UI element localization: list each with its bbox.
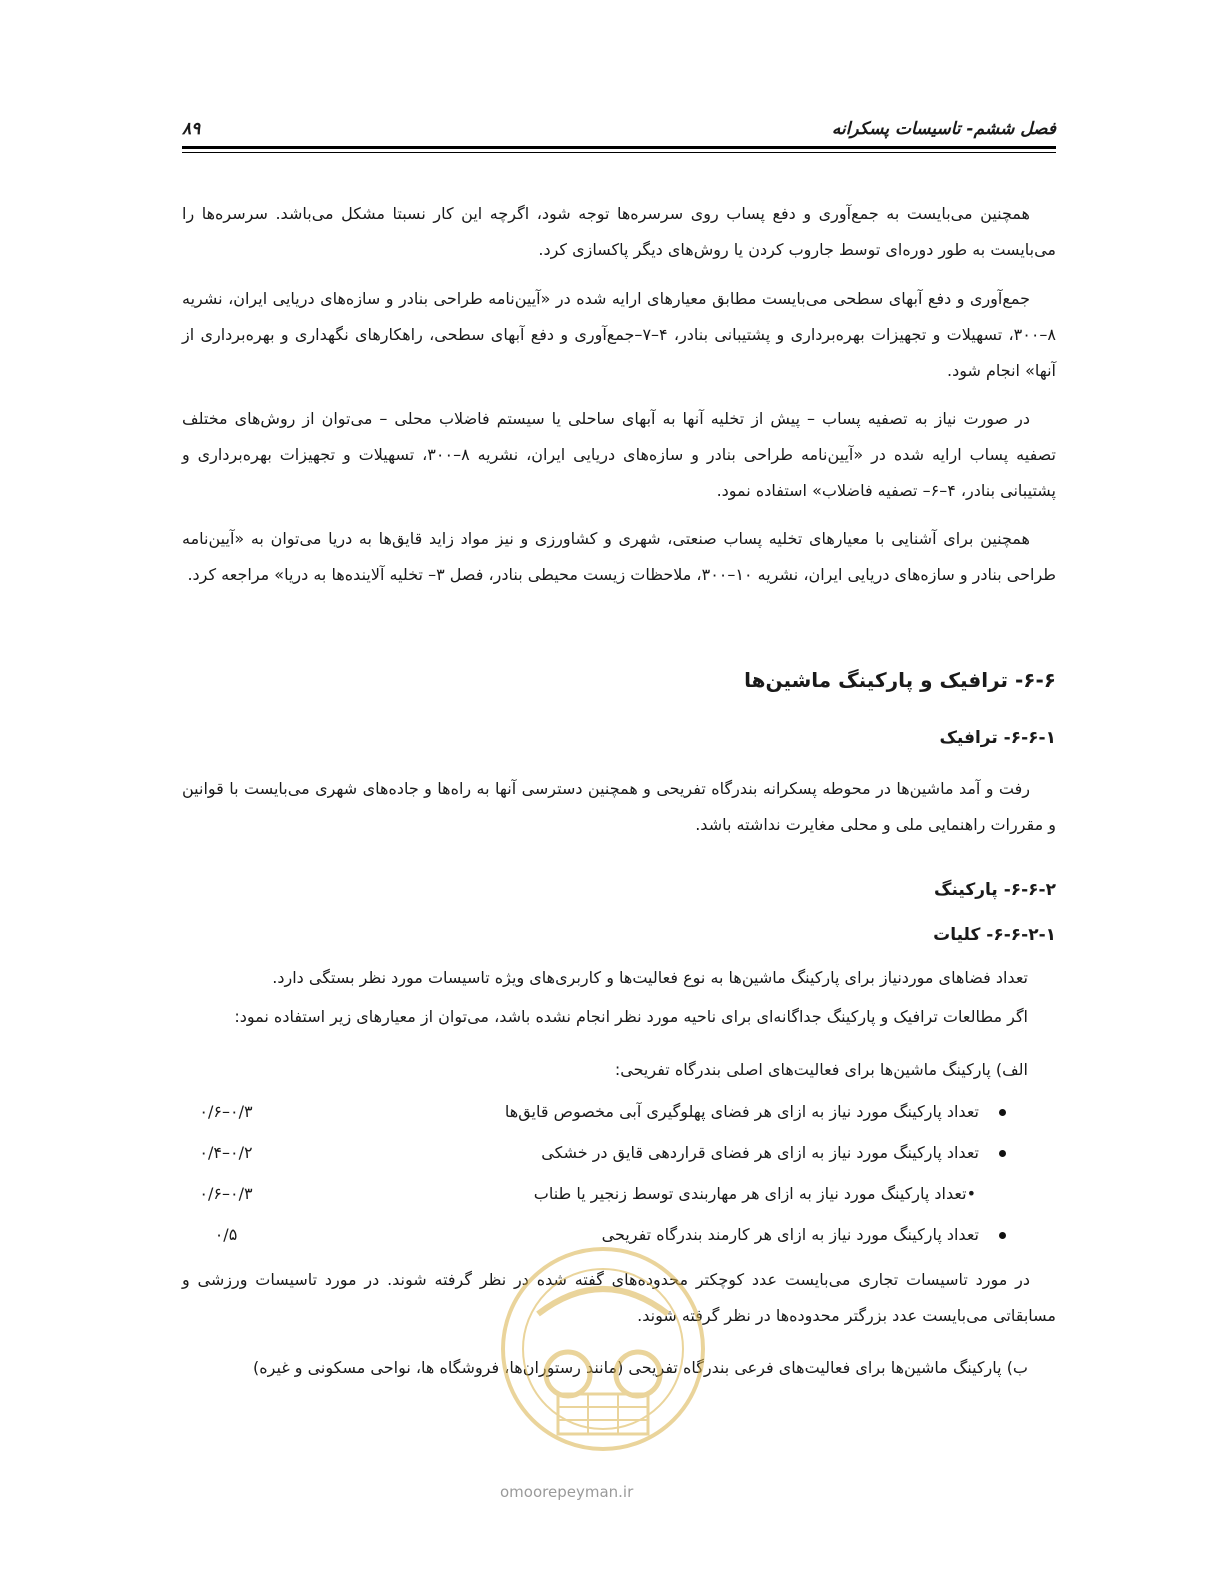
list-item-value: ۰/۳–۰/۶ (199, 1184, 253, 1203)
list-item: تعداد پارکینگ مورد نیاز به ازای هر فضای پهلوگیری آبی مخصوص قایق‌ها (505, 1102, 1006, 1121)
paragraph-wastewater: در صورت نیاز به تصفیه پساب – پیش از تخلیه آنها به آبهای ساحلی یا سیستم فاضلاب محلی – می‌توان از روش‌های مختلف تصفیه پساب ارایه شده در «آیین‌نامه طراحی بنادر و سازه‌های دریایی ایران، نشریه ۸–۳۰۰، تسهیلات و تجهیزات بهره‌برداری و پشتیبانی بنادر، ۴–۶– تصفیه فاضلاب» استفاده نمود. (182, 409, 1057, 500)
paragraph-surface-water: جمع‌آوری و دفع آبهای سطحی می‌بایست مطابق معیارهای ارایه شده در «آیین‌نامه طراحی بنادر و سازه‌های دریایی ایران، نشریه ۸–۳۰۰، تسهیلات و تجهیزات بهره‌برداری و پشتیبانی بنادر، ۴–۷–جمع‌آوری و دفع آبهای سطحی، راهکارهای نگهداری و بهره‌برداری از آنها» انجام شود. (182, 289, 1056, 380)
watermark-seal-icon (498, 1244, 708, 1454)
paragraph-traffic: رفت و آمد ماشین‌ها در محوطه پسکرانه بندرگاه تفریحی و همچنین دسترسی آنها به راه‌ها و جاده‌های شهری می‌بایست با قوانین و مقررات راهنمایی ملی و محلی مغایرت نداشته باشد. (182, 779, 1056, 834)
parking-line-1: تعداد فضاهای موردنیاز برای پارکینگ ماشین‌ها به نوع فعالیت‌ها و کاربری‌های ویژه تاسیسات مورد نظر بستگی دارد. (272, 968, 1028, 987)
list-item: تعداد پارکینگ مورد نیاز به ازای هر فضای قراردهی قایق در خشکی (541, 1143, 1006, 1162)
paragraph-commercial-note: در مورد تاسیسات تجاری می‌بایست عدد کوچکتر محدوده‌های گفته شده در نظر گرفته شوند. در مورد تاسیسات ورزشی و مسابقاتی می‌بایست عدد بزرگتر محدوده‌ها در نظر گرفته شوند. (182, 1270, 1056, 1325)
list-item: تعداد پارکینگ مورد نیاز به ازای هر کارمند بندرگاه تفریحی (602, 1225, 1006, 1244)
bullet-icon (999, 1232, 1006, 1239)
header-rule-thick (182, 146, 1056, 149)
paragraph-discharge: همچنین برای آشنایی با معیارهای تخلیه پساب صنعتی، شهری و کشاورزی و نیز مواد زاید قایق‌ها به دریا می‌توان به «آیین‌نامه طراحی بنادر و سازه‌های دریایی ایران، نشریه ۱۰–۳۰۰، ملاحظات زیست محیطی بنادر، فصل ۳– تخلیه آلاینده‌ها به دریا» مراجعه کرد. (182, 529, 1056, 584)
list-item-value: ۰/۳–۰/۶ (199, 1102, 253, 1121)
list-item-value: ۰/۲–۰/۴ (199, 1143, 253, 1162)
parking-alef: الف) پارکینگ ماشین‌ها برای فعالیت‌های اصلی بندرگاه تفریحی: (614, 1060, 1028, 1079)
section-heading: ۶-۶- ترافیک و پارکینگ ماشین‌ها (744, 668, 1056, 692)
list-item-value: ۰/۵ (214, 1225, 238, 1244)
bullet-icon (999, 1150, 1006, 1157)
list-item: •تعداد پارکینگ مورد نیاز به ازای هر مهاربندی توسط زنجیر یا طناب (533, 1184, 976, 1203)
paragraph-slides: همچنین می‌بایست به جمع‌آوری و دفع پساب روی سرسره‌ها توجه شود، اگرچه این کار نسبتا مشکل می‌باشد. سرسره‌ها را می‌بایست به طور دوره‌ای توسط جاروب کردن یا روش‌های دیگر پاکسازی کرد. (182, 204, 1056, 259)
subsection-parking-heading: ۶-۶-۲- پارکینگ (934, 880, 1056, 900)
chapter-title: فصل ششم- تاسیسات پسکرانه (831, 119, 1056, 139)
watermark-text: omoorepeyman.ir (500, 1483, 634, 1501)
parking-beh: ب) پارکینگ ماشین‌ها برای فعالیت‌های فرعی بندرگاه تفریحی (مانند رستوران‌ها، فروشگاه ها، نواحی مسکونی و غیره) (253, 1358, 1028, 1377)
subsection-traffic-heading: ۶-۶-۱- ترافیک (939, 728, 1056, 748)
header-rule-thin (182, 152, 1056, 153)
parking-line-2: اگر مطالعات ترافیک و پارکینگ جداگانه‌ای برای ناحیه مورد نظر انجام نشده باشد، می‌توان از معیارهای زیر استفاده نمود: (234, 1007, 1028, 1026)
bullet-icon (999, 1109, 1006, 1116)
subsection-general-heading: ۶-۶-۲-۱- کلیات (933, 925, 1056, 945)
page-number: ۸۹ (182, 119, 201, 139)
